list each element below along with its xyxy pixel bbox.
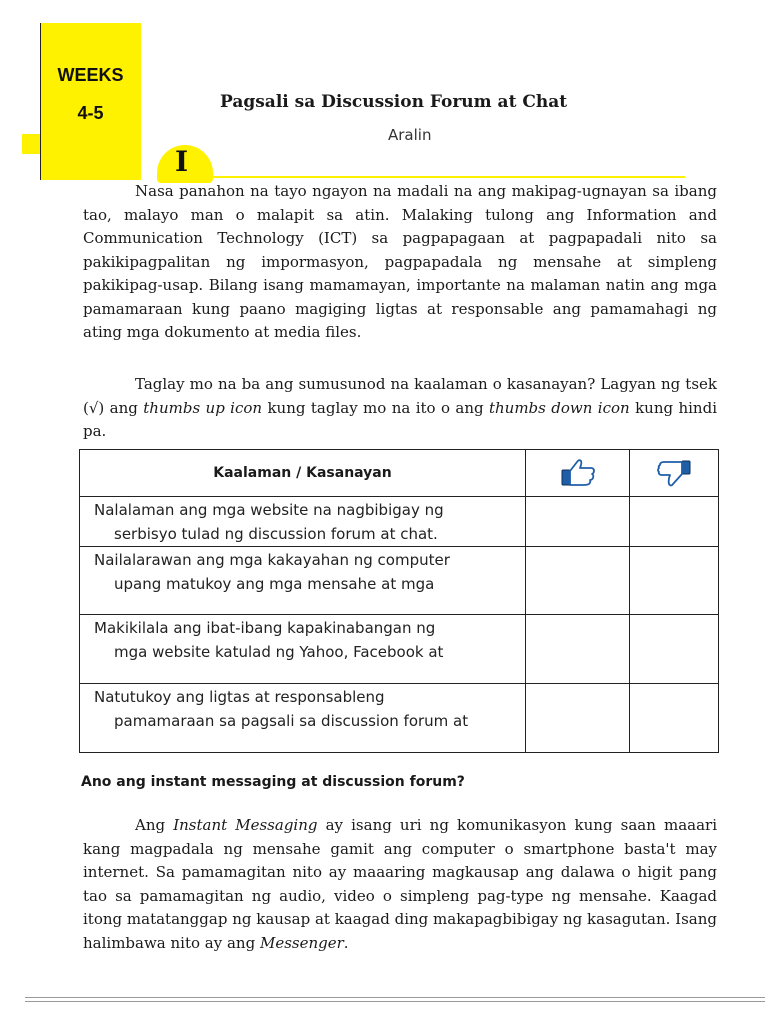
week-label-line2: 4-5 — [77, 103, 104, 123]
im-text-1: Ang — [135, 816, 174, 834]
skill-line2: serbisyo tulad ng discussion forum at chat. — [114, 525, 438, 543]
table-cell-skill — [80, 497, 526, 547]
footer-rule — [25, 1001, 765, 1002]
thumbs-up-checkbox[interactable] — [526, 497, 630, 547]
page-title: Pagsali sa Discussion Forum at Chat — [220, 92, 568, 112]
table-row — [80, 497, 719, 547]
thumbs-up-icon — [560, 458, 596, 488]
table-cell-skill — [80, 684, 526, 753]
skill-line1: Nalalaman ang mga website na nagbibigay ng — [94, 501, 444, 519]
thumbs-down-checkbox[interactable] — [630, 497, 719, 547]
skill-line2: upang matukoy ang mga mensahe at mga — [114, 575, 435, 593]
footer-rule — [25, 997, 765, 998]
intro-paragraph — [83, 180, 717, 345]
thumbs-down-checkbox[interactable] — [630, 684, 719, 753]
instruction-text-3: kung hindi pa. — [83, 398, 717, 440]
skill-line1: Nailalarawan ang mga kakayahan ng computer — [94, 551, 450, 569]
table-cell-skill — [80, 615, 526, 684]
thumbs-down-icon — [656, 458, 692, 488]
table-header-thumbs-up — [526, 450, 630, 497]
section-badge — [157, 145, 213, 183]
intro-text: Nasa panahon na tayo ngayon na madali na ang makipag-ugnayan sa ibang tao, malayo man o malapit sa atin. Malaking tulong ang Information and Communication Technology (ICT) sa pagpapagaan at pagpapadali nito sa pakikipagpalitan ng impormasyon, pagpapadala ng mensahe at simpleng pakikipag-usap. Bilang isang mamamayan, importante na malaman natin ang mga pamamaraan kung paano magiging ligtas at responsable ang pamamahagi ng ating mga dokumento at media files. — [83, 182, 717, 341]
im-paragraph — [83, 814, 717, 955]
skill-line2: pamamaraan sa pagsali sa discussion forum at — [114, 712, 469, 730]
table-header-skills: Kaalaman / Kasanayan — [80, 450, 526, 497]
instruction-text-2: kung taglay mo na ito o ang — [262, 398, 489, 417]
week-label-line1: WEEKS — [57, 65, 124, 85]
thumbs-down-checkbox[interactable] — [630, 615, 719, 684]
table-header-thumbs-down — [630, 450, 719, 497]
margin-rule — [40, 23, 41, 180]
page-subtitle: Aralin — [388, 126, 432, 144]
section-letter: I — [175, 145, 189, 178]
week-label-box — [40, 23, 141, 180]
section-rule — [213, 176, 685, 178]
instruction-em-1: thumbs up icon — [143, 398, 263, 417]
thumbs-up-checkbox[interactable] — [526, 547, 630, 615]
im-text-3: . — [343, 933, 349, 952]
im-em-2: Messenger — [259, 933, 344, 952]
instruction-text-1: Taglay mo na ba ang sumusunod na kaalaman o kasanayan? Lagyan ng tsek (√) ang — [83, 375, 717, 417]
yellow-tab-decoration — [22, 134, 40, 154]
section-heading: Ano ang instant messaging at discussion forum? — [81, 774, 465, 790]
thumbs-up-checkbox[interactable] — [526, 684, 630, 753]
im-em-1: Instant Messaging — [173, 816, 318, 834]
instruction-em-2: thumbs down icon — [488, 398, 630, 417]
thumbs-up-checkbox[interactable] — [526, 615, 630, 684]
table-header-row — [80, 450, 719, 497]
instruction-paragraph — [83, 373, 717, 444]
table-cell-skill — [80, 547, 526, 615]
skill-line1: Makikilala ang ibat-ibang kapakinabangan ng — [94, 619, 436, 637]
im-text-2: ay isang uri ng komunikasyon kung saan maaari kang magpadala ng mensahe gamit ang computer o smartphone basta't may internet. Sa pamamagitan nito ay maaaring magkausap ang dalawa o higit pang tao sa pamamagitan ng audio, video o simpleng pag-type ng mensahe. Kaagad itong matatanggap ng kausap at kaagad ding makapagbibigay ng kasagutan. Isang halimbawa nito ay ang — [83, 816, 717, 952]
skill-line2: mga website katulad ng Yahoo, Facebook at — [114, 643, 444, 661]
skill-line1: Natutukoy ang ligtas at responsableng — [94, 688, 385, 706]
table-row — [80, 684, 719, 753]
skills-table — [79, 449, 719, 753]
table-row — [80, 547, 719, 615]
table-row — [80, 615, 719, 684]
thumbs-down-checkbox[interactable] — [630, 547, 719, 615]
